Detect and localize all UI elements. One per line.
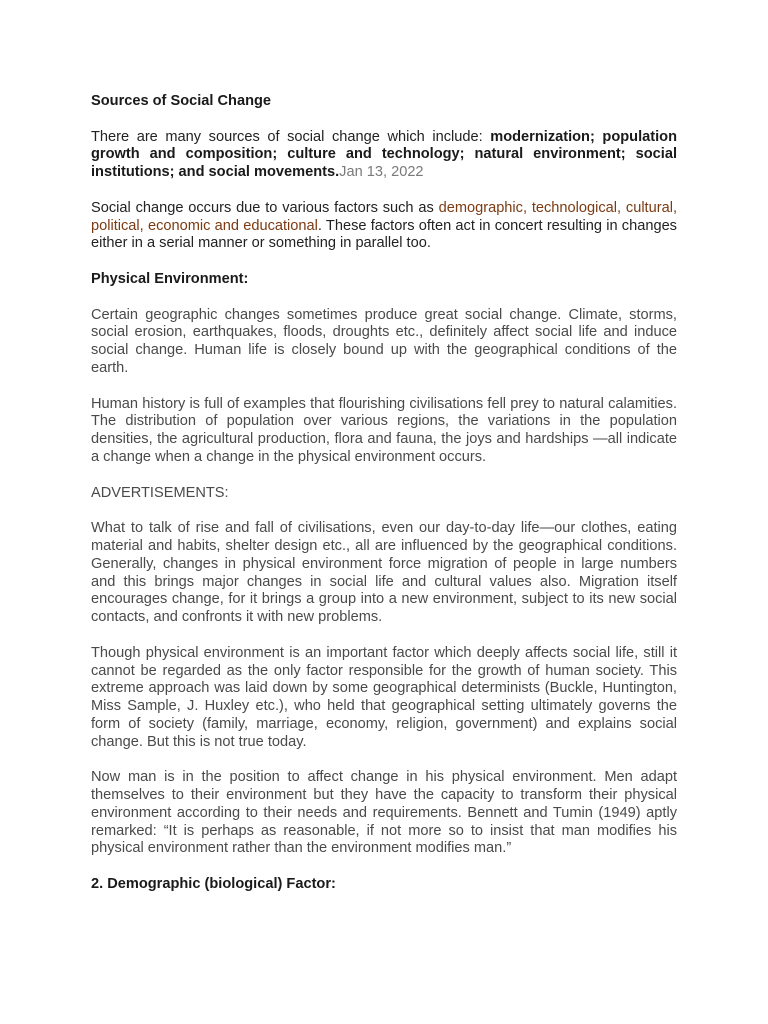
physical-paragraph-4: Though physical environment is an important factor which deeply affects social life, still it cannot be regarded as the only factor responsible for the growth of human society. This extreme approach was laid down by some geographical determinists (Buckle, Huntington, Miss Sample, J. Huxley etc.), who held that geographical setting ultimately governs the form of society (family, marriage, economy, religion, government) and explains social change. But this is not true today. [91, 644, 677, 750]
intro-sources-list: modernization; population growth and composition; culture and technology; natural environment; social institutions; and social movements [91, 128, 677, 181]
factors-tail: . These factors often act in concert resulting in changes either in a serial manner or something in parallel too. [91, 217, 677, 252]
factors-paragraph [91, 200, 677, 253]
section-heading-physical-environment: Physical Environment: [91, 270, 249, 287]
physical-paragraph-3: What to talk of rise and fall of civilisations, even our day-to-day life—our clothes, eating material and habits, shelter design etc., all are influenced by the geographical conditions. Generally, changes in physical environment force migration of people in large numbers and this brings major changes in social life and cultural values also. Migration itself encourages change, for it brings a group into a new environment, subject to its new social contacts, and confronts it with new problems. [91, 520, 677, 626]
factors-link[interactable]: demographic, technological, cultural, political, economic and educational [91, 199, 677, 234]
section-heading-demographic-factor: 2. Demographic (biological) Factor: [91, 876, 336, 893]
physical-paragraph-5: Now man is in the position to affect change in his physical environment. Men adapt themselves to their environment but they have the capacity to transform their physical environment according to their needs and requirements. Bennett and Tumin (1949) aptly remarked: “It is perhaps as reasonable, if not more so to insist that man modifies his physical environment rather than the environment modifies man.” [91, 769, 677, 857]
document-body [91, 93, 677, 912]
document-title: Sources of Social Change [91, 93, 272, 109]
intro-paragraph [91, 129, 677, 182]
intro-period: . [335, 164, 340, 181]
factors-lead: Social change occurs due to various factors such as [91, 199, 439, 216]
advertisements-label: ADVERTISEMENTS: [91, 484, 229, 501]
intro-date: Jan 13, 2022 [339, 164, 424, 181]
intro-lead: There are many sources of social change which include: [91, 128, 491, 145]
physical-paragraph-2: Human history is full of examples that flourishing civilisations fell prey to natural calamities. The distribution of population over various regions, the variations in the population densities, the agricultural production, flora and fauna, the joys and hardships —all indicate a change when a change in the physical environment occurs. [91, 395, 677, 465]
physical-paragraph-1: Certain geographic changes sometimes produce great social change. Climate, storms, social erosion, earthquakes, floods, droughts etc., definitely affect social life and induce social change. Human life is closely bound up with the geographical conditions of the earth. [91, 306, 677, 376]
